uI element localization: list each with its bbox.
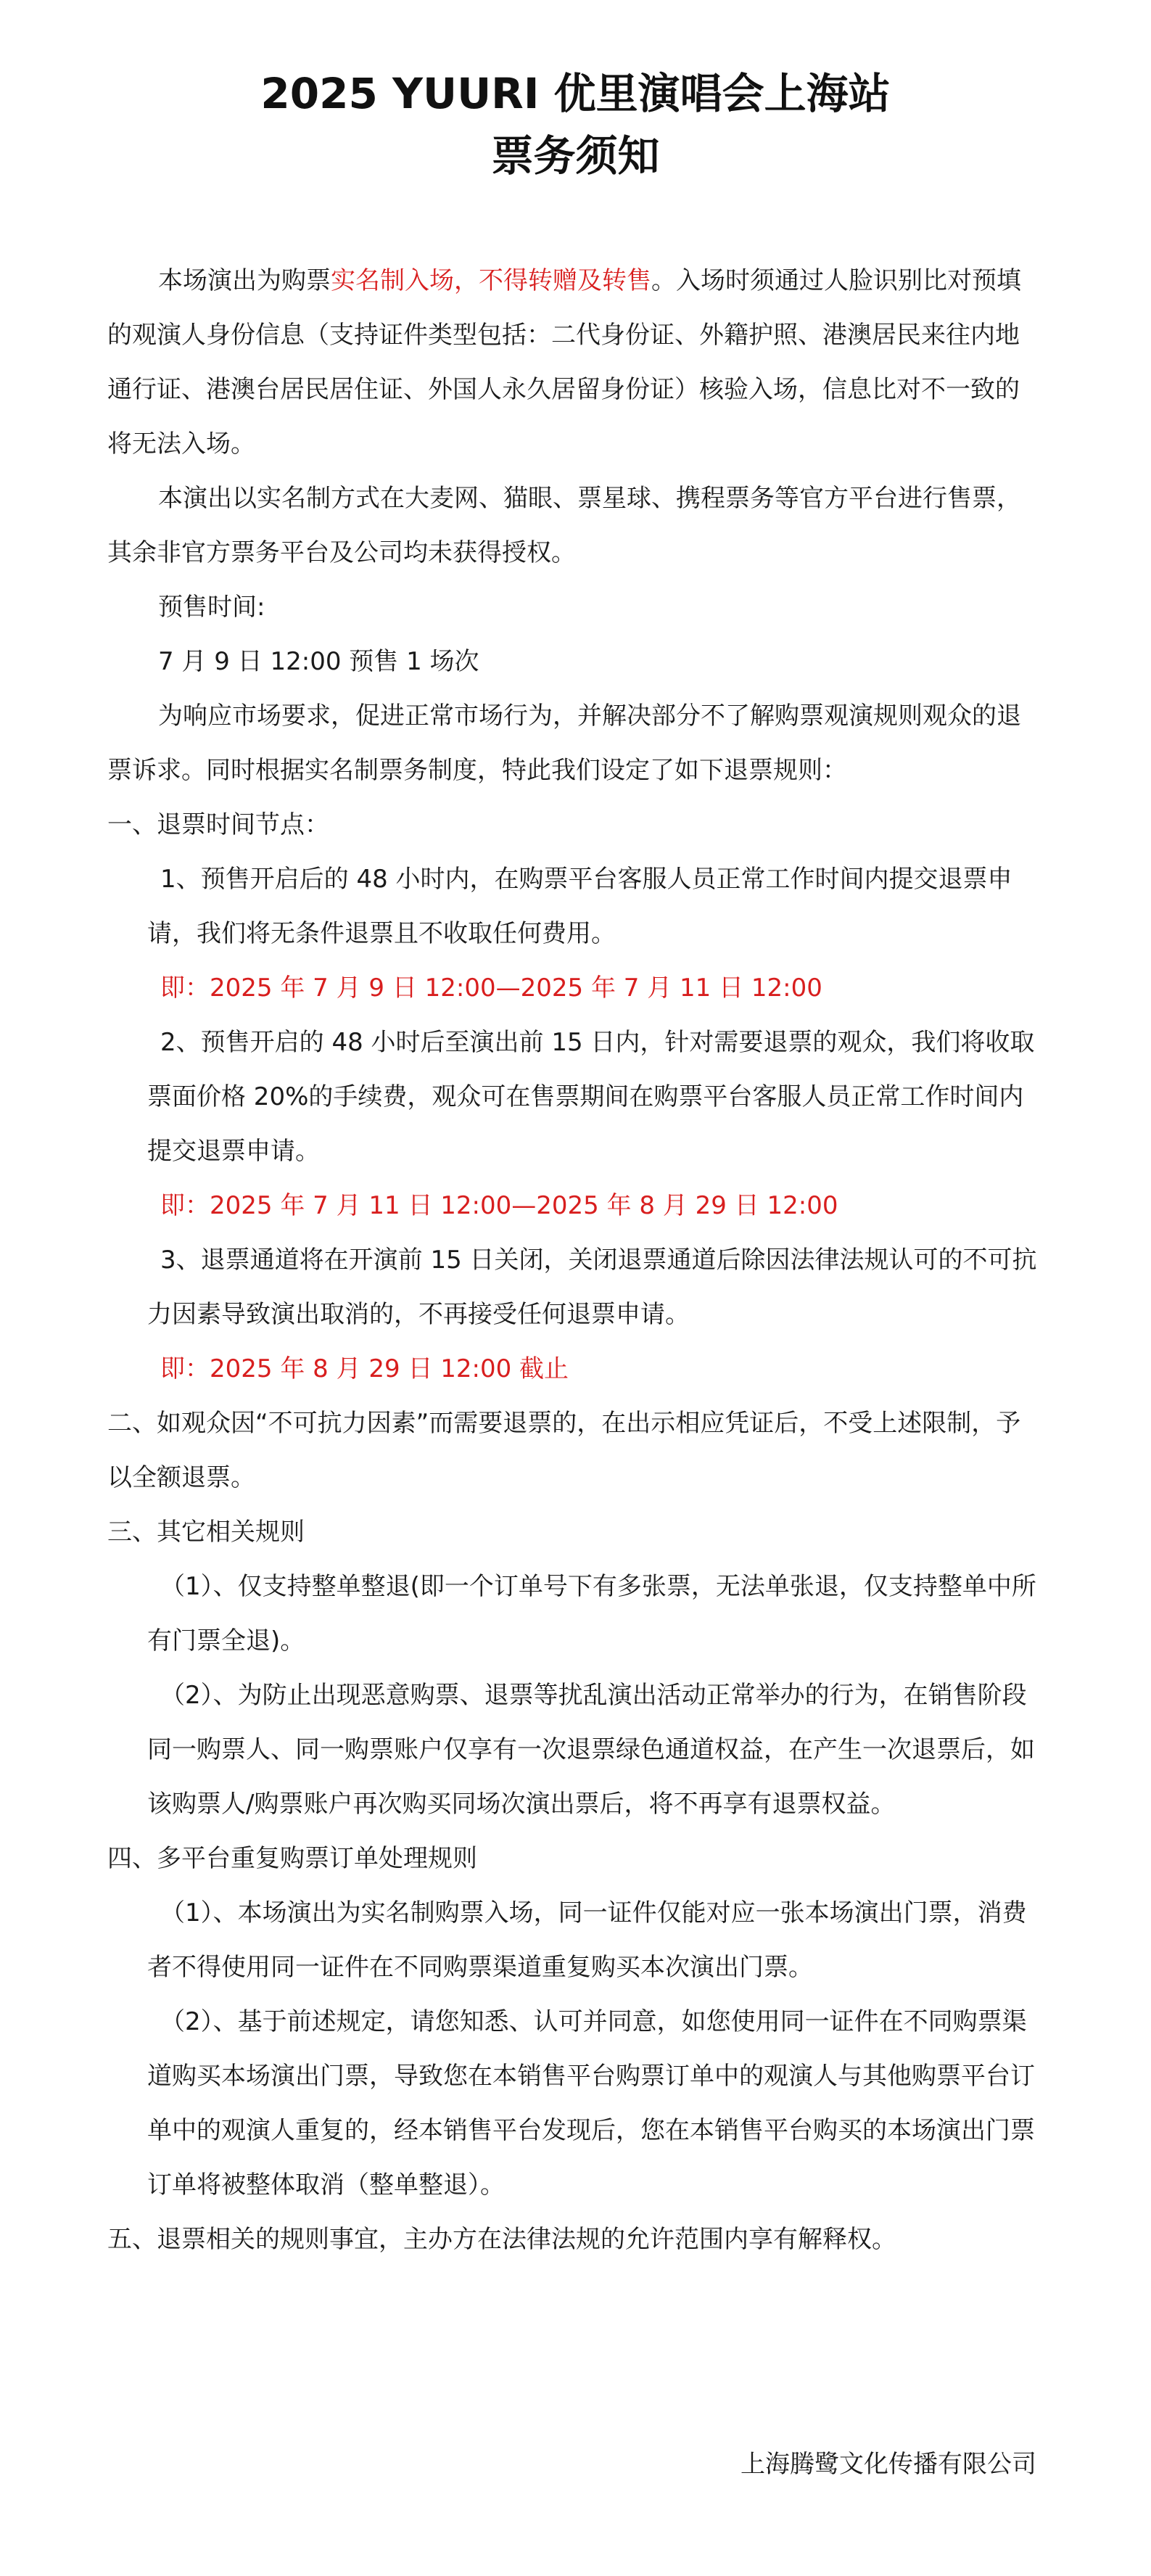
section-4-heading: 四、多平台重复购票订单处理规则	[107, 1844, 477, 1873]
presale-label: 预售时间:	[158, 593, 265, 622]
section-2-text: 二、如观众因“不可抗力因素”而需要退票的，在出示相应凭证后，不受上述限制，予以全额退票。	[107, 1409, 1021, 1492]
section-1-item-2: 2、预售开启的 48 小时后至演出前 15 日内，针对需要退票的观众，我们将收取票面价格 20%的手续费，观众可在售票期间在购票平台客服人员正常工作时间内提交退票申请。	[147, 1028, 1035, 1166]
section-3-heading: 三、其它相关规则	[107, 1518, 305, 1547]
section-4-item-2: （2）、基于前述规定，请您知悉、认可并同意，如您使用同一证件在不同购票渠道购买本场演出门票，导致您在本销售平台购票订单中的观演人与其他购票平台订单中的观演人重复的，经本销售平台发现后，您在本销售平台购买的本场演出门票订单将被整体取消（整单整退）。	[147, 2007, 1035, 2200]
intro-paragraph-2: 本演出以实名制方式在大麦网、猫眼、票星球、携程票务等官方平台进行售票，其余非官方票务平台及公司均未获得授权。	[107, 484, 1021, 567]
document-subtitle: 票务须知	[491, 131, 660, 181]
document-title: 2025 YUURI 优里演唱会上海站	[260, 69, 891, 118]
section-1-item-3: 3、退票通道将在开演前 15 日关闭，关闭退票通道后除因法律法规认可的不可抗力因素导致演出取消的，不再接受任何退票申请。	[147, 1246, 1037, 1329]
section-4-item-1: （1）、本场演出为实名制购票入场，同一证件仅能对应一张本场演出门票，消费者不得使用同一证件在不同购票渠道重复购买本次演出门票。	[147, 1898, 1027, 1982]
section-1-item-1: 1、预售开启后的 48 小时内，在购票平台客服人员正常工作时间内提交退票申请，我们将无条件退票且不收取任何费用。	[147, 865, 1012, 948]
intro-paragraph-1	[107, 254, 1043, 472]
document-body	[107, 254, 1043, 2267]
intro-text-b: 。入场时须通过人脸识别比对预填的观演人身份信息（支持证件类型包括：二代身份证、外籍护照、港澳居民来往内地通行证、港澳台居民居住证、外国人永久居留身份证）核验入场，信息比对不一致的将无法入场。	[107, 266, 1021, 458]
section-1-heading: 一、退票时间节点：	[107, 810, 329, 839]
section-1-item-1-dates: 即：2025 年 7 月 9 日 12:00—2025 年 7 月 11 日 12:00	[160, 974, 822, 1003]
company-signature: 上海腾鹭文化传播有限公司	[740, 2450, 1036, 2479]
section-5-text: 五、退票相关的规则事宜，主办方在法律法规的允许范围内享有解释权。	[107, 2225, 896, 2254]
section-1-item-2-dates: 即：2025 年 7 月 11 日 12:00—2025 年 8 月 29 日 12:00	[160, 1191, 838, 1220]
intro-text-a: 本场演出为购票	[158, 266, 331, 295]
intro-paragraph-3: 为响应市场要求，促进正常市场行为，并解决部分不了解购票观演规则观众的退票诉求。同时根据实名制票务制度，特此我们设定了如下退票规则：	[107, 701, 1021, 785]
section-3-item-1: （1）、仅支持整单整退(即一个订单号下有多张票，无法单张退，仅支持整单中所有门票全退)。	[147, 1572, 1036, 1655]
presale-value: 7 月 9 日 12:00 预售 1 场次	[158, 647, 479, 676]
section-1-item-3-dates: 即：2025 年 8 月 29 日 12:00 截止	[160, 1354, 569, 1383]
intro-highlight: 实名制入场，不得转赠及转售	[331, 266, 651, 295]
section-3-item-2: （2）、为防止出现恶意购票、退票等扰乱演出活动正常举办的行为，在销售阶段同一购票人、同一购票账户仅享有一次退票绿色通道权益，在产生一次退票后，如该购票人/购票账户再次购买同场次演出票后，将不再享有退票权益。	[147, 1681, 1035, 1819]
